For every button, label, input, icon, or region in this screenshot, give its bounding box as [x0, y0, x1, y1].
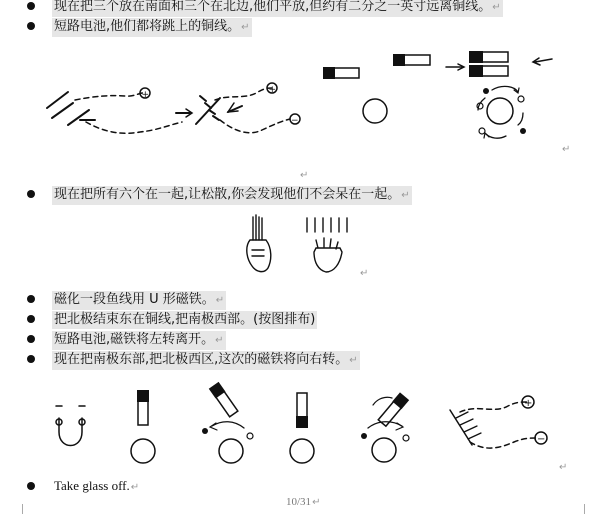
- instruction-text: 磁化一段鱼线用 U 形磁铁。↵: [52, 291, 226, 310]
- page-corner-mark: [574, 504, 585, 514]
- instruction-text: 短路电池,他们都将跳上的铜线。↵: [52, 18, 252, 37]
- instruction-text: 短路电池,磁铁将左转离开。↵: [52, 331, 226, 350]
- figure-bundle-in-hand: [247, 215, 271, 272]
- figure-magnet-turning-left: [202, 383, 253, 463]
- figure-magnets-on-wire: [450, 396, 547, 448]
- instruction-text: 现在把南极东部,把北极西区,这次的磁铁将向右转。↵: [52, 351, 360, 370]
- plus-sign: +: [141, 90, 150, 100]
- figure-wires-jumping: [176, 83, 300, 133]
- instruction-text: 现在把所有六个在一起,让松散,你会发现他们不会呆在一起。↵: [52, 186, 412, 205]
- figure-u-magnet: [56, 406, 85, 446]
- return-mark: ↵: [562, 144, 571, 155]
- figure-magnet-over-wire: [324, 68, 387, 123]
- page-corner-mark: [22, 504, 33, 514]
- return-mark: ↵: [300, 170, 309, 181]
- figure-wires-separated: [47, 88, 182, 133]
- page-number: 10/31↵: [286, 496, 321, 508]
- instruction-text: 把北极结束东在铜线,把南极西部。(按图排布): [54, 312, 316, 327]
- return-mark: ↵: [559, 462, 568, 473]
- plus-sign: +: [268, 85, 277, 95]
- figure-loose-wires-hand: [307, 218, 347, 272]
- figure-magnet-reversed: [290, 393, 314, 463]
- figure-magnets-rotating: [394, 52, 552, 138]
- figure-line-magnet-vertical: [131, 391, 155, 463]
- instruction-text: 现在把三个放在南面和三个在北边,他们平放,但约有二分之一英寸远离铜线。↵: [52, 0, 503, 17]
- plus-sign: +: [524, 398, 533, 409]
- instruction-text: Take glass off.↵: [54, 478, 140, 493]
- figure-magnet-turning-right: [361, 394, 409, 462]
- minus-sign: −: [537, 434, 546, 445]
- return-mark: ↵: [360, 268, 369, 279]
- minus-sign: −: [291, 116, 299, 126]
